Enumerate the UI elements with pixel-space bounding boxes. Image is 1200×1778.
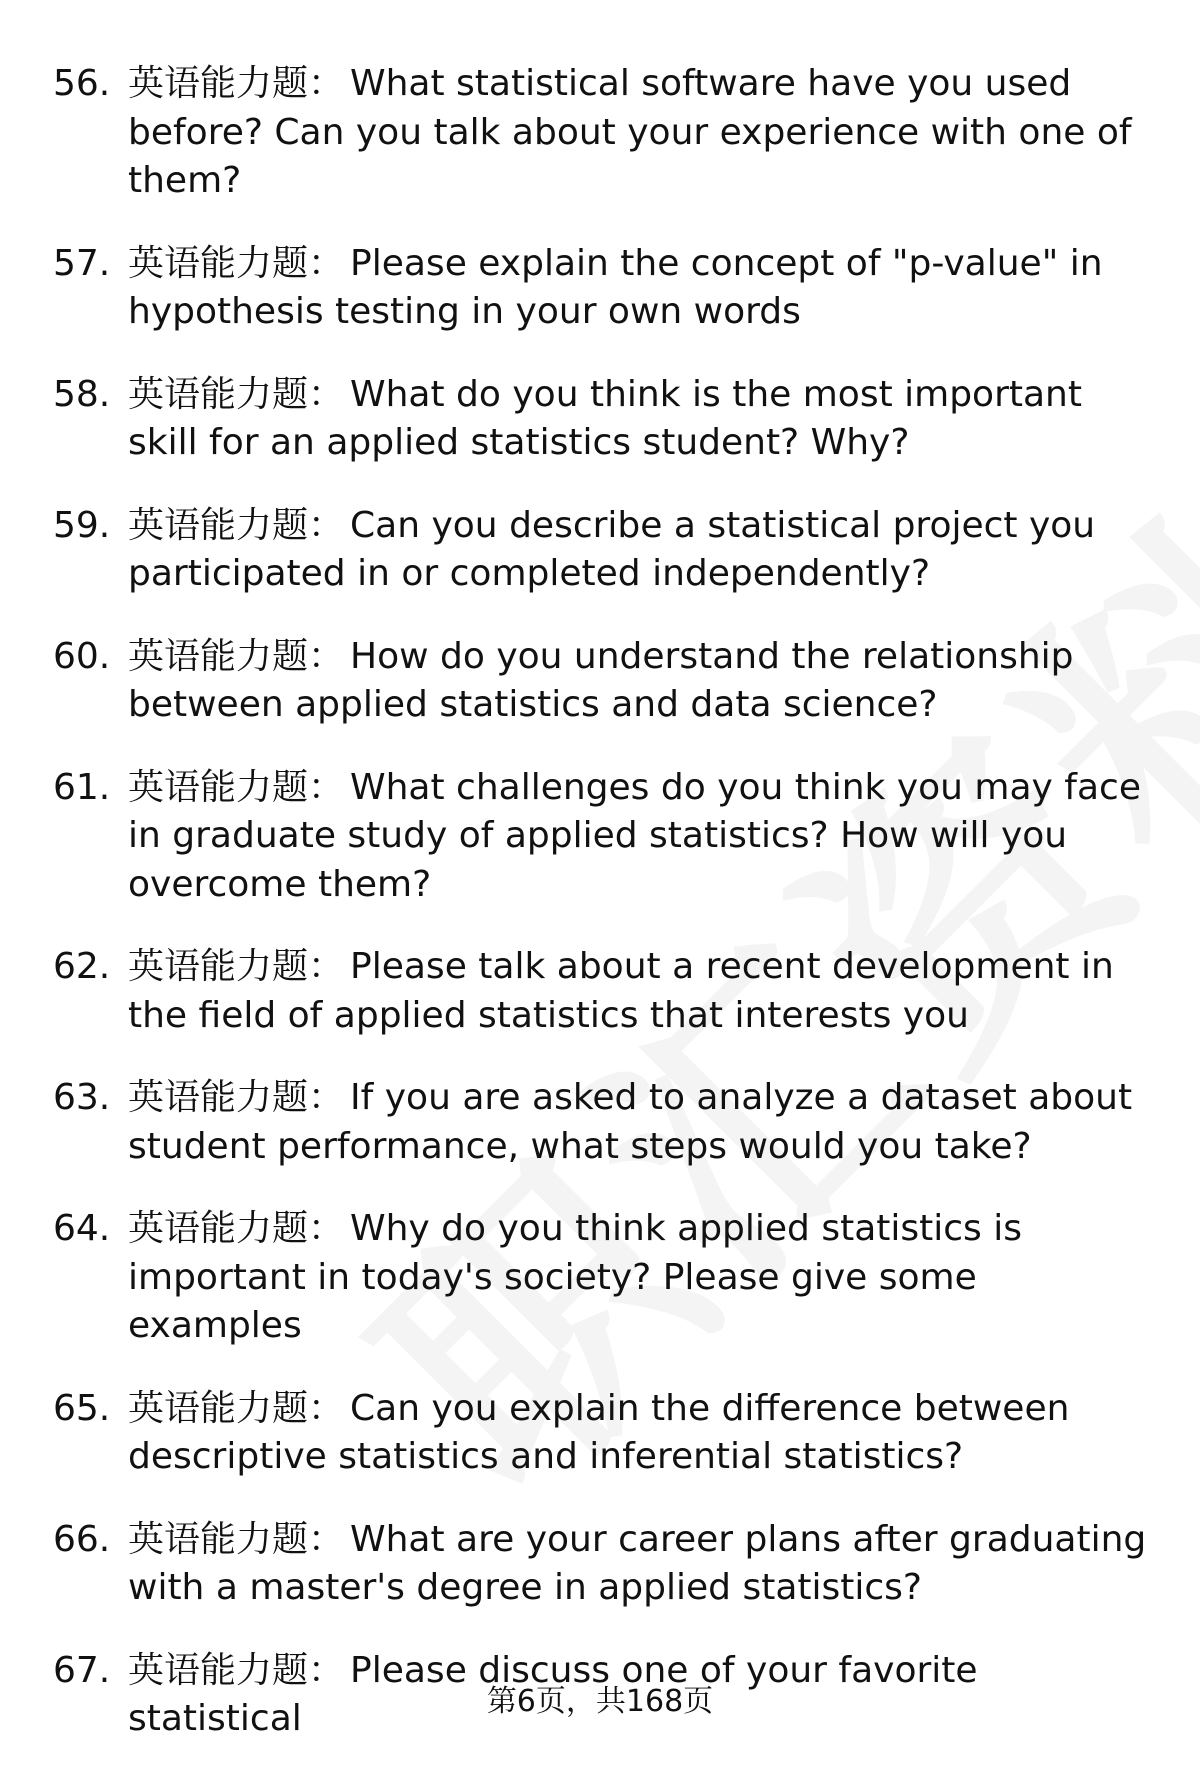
question-number: 65. (53, 1387, 111, 1429)
question-item (0, 502, 1200, 599)
question-number: 57. (53, 242, 111, 284)
question-number: 62. (53, 946, 111, 987)
question-category: 英语能力题： (128, 242, 345, 284)
question-number: 56. (53, 63, 111, 104)
question-item (0, 240, 1200, 337)
page-footer: 第6页，共168页 (486, 1684, 714, 1719)
question-item (0, 1205, 1200, 1351)
question-number: 58. (53, 373, 111, 415)
question-category: 英语能力题： (128, 1387, 345, 1429)
question-text: How do you understand the relationship between applied statistics and data science? (128, 635, 1074, 725)
question-list (0, 60, 1200, 1778)
question-item (0, 633, 1200, 730)
question-category: 英语能力题： (128, 635, 345, 677)
question-category: 英语能力题： (128, 373, 345, 415)
question-category: 英语能力题： (128, 946, 345, 987)
question-number: 66. (53, 1518, 111, 1560)
question-item (0, 764, 1200, 910)
question-text: What are your career plans after graduating with a master's degree in applied statistics? (128, 1518, 1147, 1608)
question-text: Please talk about a recent development in the field of applied statistics that interests you (128, 946, 1114, 1036)
question-text: Why do you think applied statistics is important in today's society? Please give some examples (128, 1208, 1023, 1346)
question-number: 67. (53, 1649, 111, 1691)
question-category: 英语能力题： (128, 1077, 345, 1118)
question-number: 61. (53, 766, 111, 808)
question-item (0, 943, 1200, 1040)
question-item (0, 371, 1200, 468)
question-item (0, 1385, 1200, 1482)
question-category: 英语能力题： (128, 1649, 345, 1691)
question-category: 英语能力题： (128, 766, 345, 808)
question-item (0, 1074, 1200, 1171)
question-number: 64. (53, 1208, 111, 1249)
question-item (0, 1516, 1200, 1613)
question-number: 59. (53, 504, 111, 546)
question-item (0, 60, 1200, 206)
question-number: 63. (53, 1077, 111, 1118)
question-category: 英语能力题： (128, 1208, 345, 1249)
question-text: Can you describe a statistical project you participated in or completed independently? (128, 504, 1096, 594)
question-text: What statistical software have you used before? Can you talk about your experience with one of them? (128, 63, 1132, 201)
question-text: Please explain the concept of "p-value" in hypothesis testing in your own words (128, 242, 1103, 332)
question-text: Please discuss one of your favorite statistical (128, 1649, 978, 1739)
question-text: If you are asked to analyze a dataset about student performance, what steps would you take? (128, 1077, 1133, 1167)
question-category: 英语能力题： (128, 504, 345, 546)
question-category: 英语能力题： (128, 1518, 345, 1560)
question-category: 英语能力题： (128, 63, 345, 104)
question-text: What challenges do you think you may face in graduate study of applied statistics? How will you overcome them? (128, 766, 1141, 905)
question-number: 60. (53, 635, 111, 677)
question-text: What do you think is the most important skill for an applied statistics student? Why? (128, 373, 1082, 463)
question-text: Can you explain the difference between descriptive statistics and inferential statistics? (128, 1387, 1070, 1477)
